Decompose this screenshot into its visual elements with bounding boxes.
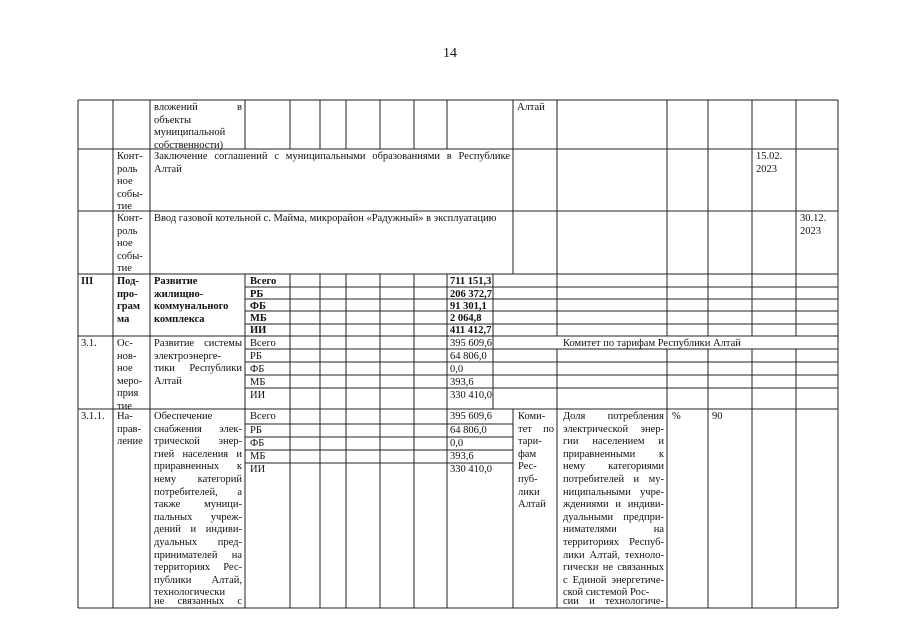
r31-value-rb: 64 806,0: [450, 350, 487, 362]
r31-source-rb: РБ: [250, 350, 262, 362]
r31-value-ii: 330 410,0: [450, 389, 492, 401]
event1-text: Заключение соглашений с муниципальными образованиями в Республике: [154, 151, 510, 162]
r311-value-ii: 330 410,0: [450, 464, 492, 475]
event2-label: Конт- роль ное собы- тие: [117, 213, 143, 275]
r311-name-tail: технологически: [154, 587, 226, 599]
sub3-source-mb: МБ: [250, 312, 267, 324]
r31-source-total: Всего: [250, 338, 276, 349]
r311-executor: Коми- тет по: [518, 411, 554, 435]
r31-executor: Комитет по тарифам Республики Алтай: [563, 338, 741, 349]
r31-value-fb: 0,0: [450, 363, 464, 375]
r311-value-total: 395 609,6: [450, 411, 492, 422]
event1-date: 15.02. 2023: [756, 151, 783, 175]
r311-name: Обеспечение снабжения элек- трической энер- гией населения и приравненных к нему категорий потребителей, а также муници- пальных учреж- дений и индиви- дуальных пред- принимателей на территориях Рес- публики Алтай,: [154, 411, 242, 586]
sub3-source-total: Всего: [250, 276, 277, 287]
sub3-source-ii: ИИ: [250, 325, 267, 336]
r311-value-rb: 64 806,0: [450, 425, 487, 436]
r31-label: Ос- нов- ное меро- прия тие: [117, 338, 143, 412]
sub3-value-rb: 206 372,7: [450, 288, 492, 300]
sub3-label: Под- про- грам ма: [117, 276, 141, 325]
r31-num: 3.1.: [81, 338, 97, 349]
r311-num: 3.1.1.: [81, 411, 105, 422]
r311-value-fb: 0,0: [450, 438, 464, 449]
r311-source-ii: ИИ: [250, 464, 266, 475]
r311-value-mb: 393,6: [450, 451, 474, 462]
r311-indicator: Доля потребления электрической энер- гии населением и приравненными к нему категориями потребителей и му- ниципальными учре- ждениями и индиви- дуальными предпри- нимателями на территориях Респуб- лики Алтай, техноло- гически не связанных с Единой энергетиче-: [563, 411, 664, 586]
r31-name: Развитие системы электроэнерге- тики Республики: [154, 338, 242, 375]
r31-source-mb: МБ: [250, 376, 266, 388]
r311-source-rb: РБ: [250, 425, 262, 436]
r31-source-fb: ФБ: [250, 363, 265, 375]
cont-text: вложений в: [154, 102, 242, 113]
r311-source-total: Всего: [250, 411, 276, 422]
r31-value-total: 395 609,6: [450, 338, 492, 349]
event2-text: Ввод газовой котельной с. Майма, микрорайон «Радужный» в эксплуатацию: [154, 213, 497, 224]
r311-source-mb: МБ: [250, 451, 266, 462]
event2-date: 30.12. 2023: [800, 213, 827, 237]
cont-executor: Алтай: [517, 102, 545, 113]
r311-unit: %: [672, 411, 681, 422]
page-number: 14: [443, 46, 457, 61]
r311-label: На- прав- ление: [117, 411, 143, 448]
sub3-name: Развитие жилищно- коммунального комплекса: [154, 276, 229, 325]
sub3-source-fb: ФБ: [250, 300, 266, 312]
cont-text-rest: объекты муниципальной собственности): [154, 114, 226, 151]
r311-target: 90: [712, 411, 723, 422]
r311-executor-rest: тари- фам Рес- пуб- лики Алтай: [518, 436, 546, 511]
r31-name-last: Алтай: [154, 375, 182, 387]
sub3-value-ii: 411 412,7: [450, 325, 492, 336]
event1-text-2: Алтай: [154, 163, 182, 175]
r311-source-fb: ФБ: [250, 438, 265, 449]
sub3-value-mb: 2 064,8: [450, 312, 482, 324]
sub3-value-fb: 91 301,1: [450, 300, 487, 312]
event1-label: Конт- роль ное собы- тие: [117, 151, 143, 213]
r31-value-mb: 393,6: [450, 376, 474, 388]
r311-name-last: не связанных с: [154, 595, 242, 607]
sub3-num: III: [81, 276, 94, 287]
r311-indicator-last: сии и технологиче-: [563, 595, 664, 607]
sub3-source-rb: РБ: [250, 288, 264, 300]
sub3-value-total: 711 151,3: [450, 276, 492, 287]
r31-source-ii: ИИ: [250, 389, 266, 401]
r311-indicator-tail: ской системой Рос-: [563, 587, 650, 599]
